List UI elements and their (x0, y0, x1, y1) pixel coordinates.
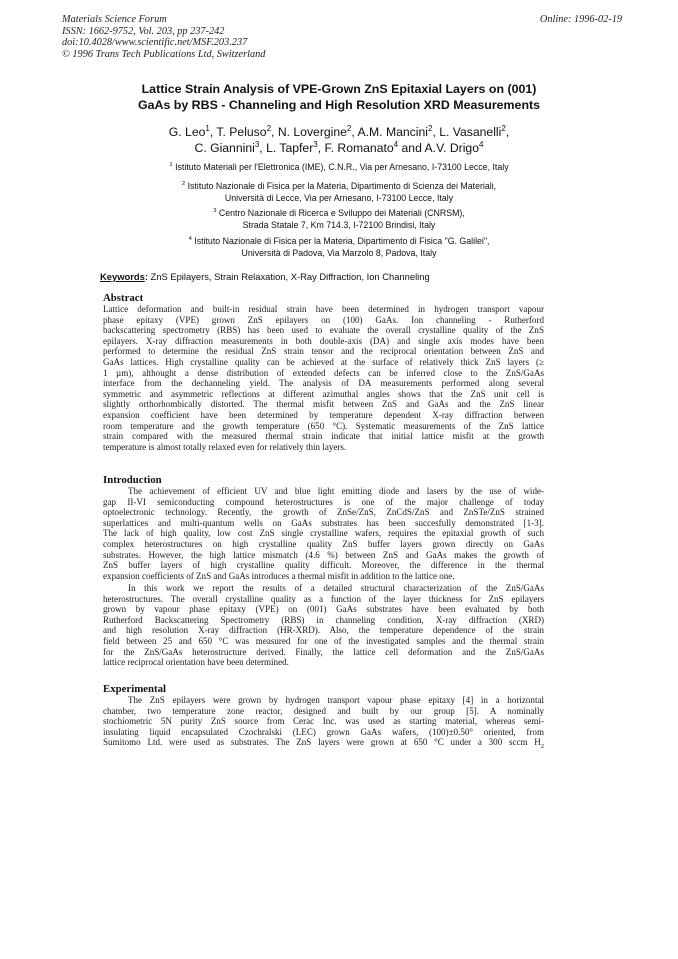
text-line: backscattering spectrometry (RBS) has been used to evaluate the overall crystalline quality of the ZnS (103, 325, 544, 336)
affiliation-mark: 2 (266, 123, 272, 133)
experimental-paragraph (103, 695, 544, 751)
affiliation-line (60, 207, 618, 219)
text-line: grown by vapour phase epitaxy (VPE) on (001) GaAs substrates have been evaluated by both (103, 604, 544, 615)
keywords-colon: : (144, 271, 148, 282)
title-line: Lattice Strain Analysis of VPE-Grown ZnS Epitaxial Layers on (001) (141, 82, 537, 96)
affiliation-number: 3 (213, 208, 217, 215)
author-name: C. Giannini (194, 141, 255, 155)
text-line: In this work we report the results of a detailed structural characterization of the ZnS/GaAs (128, 583, 544, 593)
text-line: expansion coefficient have been determined by temperature dependent X-ray diffraction between (103, 409, 544, 420)
text-line: and high resolution X-ray diffraction (HR-XRD). Also, the temperature dependence of the strain (103, 625, 544, 636)
text-line: complex heterostructures on high crystalline quality ZnS buffer layers grown directly on GaAs (103, 538, 544, 549)
affiliation-1 (60, 161, 618, 173)
author-name: , L. Vasanelli (432, 125, 502, 139)
text-line: The achievement of efficient UV and blue light emitting diode and lasers by the use of wide- (128, 486, 544, 496)
author-separator: , (505, 125, 510, 139)
affiliation-mark: 4 (478, 139, 484, 149)
text-line: room temperature and the growth temperature (650 °C). Systematic measurements of the ZnS lattice (103, 420, 544, 431)
text-line: chamber, two temperature zone reactor, designed and built by our group [5]. A nominally (103, 705, 544, 716)
journal-name: Materials Science Forum (62, 14, 167, 25)
author-line (60, 140, 618, 156)
experimental-heading: Experimental (103, 683, 166, 695)
author-name: and A.V. Drigo (398, 141, 479, 155)
text-segment: Sumitomo Ltd. were used as substrates. The ZnS layers were grown at 650 °C under a 300 sccm H (103, 737, 541, 748)
author-name: , T. Peluso (209, 125, 267, 139)
copyright-line: © 1996 Trans Tech Publications Ltd, Switzerland (62, 48, 266, 60)
text-line: GaAs lattices. High crystalline quality can be achieved at the surface of relatively thick ZnS layers (≥ (103, 356, 544, 367)
title-line: GaAs by RBS - Channeling and High Resolution XRD Measurements (137, 98, 541, 112)
author-name: , L. Tapfer (259, 141, 314, 155)
author-line (60, 124, 618, 140)
text-line: gap II-VI semiconducting compound heterostructures is one of the major challenge of today (103, 496, 544, 507)
affiliation-mark: 2 (501, 123, 506, 133)
affiliation-4 (60, 235, 618, 259)
text-line: heterostructures. The overall crystalline quality as a function of the layer thickness for ZnS epilayers (103, 593, 544, 604)
text-line: for the ZnS/GaAs heterostructure derived. Finally, the lattice cell deformation and the ZnS/GaAs (103, 646, 544, 657)
online-date: Online: 1996-02-19 (539, 14, 622, 25)
affiliation-line (60, 161, 618, 173)
text-line: expansion coefficients of ZnS and GaAs introduces a thermal misfit in addition to the lattice one. (103, 570, 455, 581)
text-line: The lack of high quality, low cost ZnS single crystalline wafers, requires the epitaxial growth of such (103, 528, 544, 539)
text-line: stochiometric 5N purity ZnS source from Cerac Inc. was used as starting material, whereas semi- (103, 716, 544, 727)
affiliation-text: Istituto Materiali per l'Elettronica (IME), C.N.R., Via per Arnesano, I-73100 Lecce, Italy (175, 162, 509, 172)
affiliation-number: 4 (188, 236, 192, 243)
doi-line: doi:10.4028/www.scientific.net/MSF.203.237 (62, 37, 248, 49)
affiliation-2 (60, 180, 618, 204)
affiliation-mark: 3 (313, 139, 318, 149)
text-line: phase epitaxy (VPE) grown ZnS epilayers on (100) GaAs. Ion channeling - Rutherford (103, 314, 544, 325)
paper-title (60, 81, 618, 113)
author-name: G. Leo (168, 125, 206, 139)
affiliation-mark: 1 (205, 123, 210, 133)
text-line: slightly orthorhombically distorted. The thermal misfit between ZnS and GaAs and the ZnS linear (103, 399, 544, 410)
author-name: , N. Lovergine (271, 125, 347, 139)
text-line: performed to determine the residual ZnS strain tensor and the reciprocal orientation between ZnS and (103, 346, 544, 357)
affiliation-number: 2 (181, 181, 186, 188)
introduction-heading: Introduction (103, 474, 162, 486)
journal-header (62, 14, 265, 60)
abstract-heading: Abstract (103, 292, 144, 304)
introduction-paragraph-1 (103, 486, 544, 581)
text-line: substrates. However, the high lattice mismatch (4.6 %) between ZnS and GaAs makes the growth of (103, 549, 544, 560)
introduction-paragraph-2 (103, 583, 544, 668)
affiliation-line: Università di Padova, Via Marzolo 8, Padova, Italy (241, 248, 437, 258)
affiliation-line (60, 180, 618, 192)
text-line: lattice reciprocal orientation have been determined. (103, 657, 289, 668)
text-line: ZnS buffer layers of high crystalline quality difficult. Moreover, the difference in the thermal (103, 560, 544, 571)
keywords-text: ZnS Epilayers, Strain Relaxation, X-Ray Diffraction, Ion Channeling (147, 271, 430, 282)
text-line (103, 737, 544, 751)
affiliation-mark: 3 (254, 139, 260, 149)
text-line: symmetric and asymmetric reflections at different azimuthal angles shows that the ZnS unit cell is (103, 388, 544, 399)
keywords-label: Keywords (100, 271, 145, 282)
affiliation-text: Istituto Nazionale di Fisica per la Materia, Dipartimento di Scienza dei Materiali, (187, 181, 497, 191)
text-line: superlattices and multi-quantum wells on GaAs substrates has been succesfully demonstrated [1-3]. (103, 517, 544, 528)
text-line: optoelectronic technology. Recently, the growth of ZnSe/ZnS, ZnCdS/ZnS and ZnSTe/ZnS strained (103, 507, 544, 518)
text-line: temperature is almost totally relaxed even for relatively thin layers. (103, 441, 347, 452)
affiliation-mark: 2 (346, 123, 352, 133)
affiliation-text: Centro Nazionale di Ricerca e Sviluppo dei Materiali (CNRSM), (218, 208, 465, 218)
text-line: field between 25 and 650 °C was measured for one of the investigated samples and the thermal strain (103, 635, 544, 646)
author-list (60, 124, 618, 156)
affiliation-line: Strada Statale 7, Km 714.3, I-72100 Brindisi, Italy (242, 220, 436, 230)
affiliation-text: Istituto Nazionale di Fisica per la Materia, Dipartimento di Fisica "G. Galilei", (194, 236, 490, 246)
affiliation-mark: 4 (393, 139, 399, 149)
keywords-line (100, 271, 430, 283)
text-line: interface from the dechanneling yield. The analysis of DA measurements performed along several (103, 378, 544, 389)
text-line: Rutherford Backscattering Spectrometry (RBS) in channeling condition, X-ray diffraction (XRD) (103, 614, 544, 625)
affiliation-line: Università di Lecce, Via per Arnesano, I-73100 Lecce, Italy (224, 193, 454, 203)
author-name: , F. Romanato (317, 141, 394, 155)
affiliation-line (60, 235, 618, 247)
text-line: The ZnS epilayers were grown by hydrogen transport vapour phase epitaxy [4] in a horizontal (128, 695, 544, 705)
text-line: Lattice deformation and built-in residual strain have been determined in hydrogen transport vapour (103, 304, 544, 314)
issn-line: ISSN: 1662-9752, Vol. 203, pp 237-242 (62, 25, 225, 37)
text-line: epilayers. X-ray diffraction measurements in both double-axis (DA) and single axis modes have been (103, 335, 544, 346)
abstract-body (103, 304, 544, 452)
affiliation-number: 1 (169, 162, 173, 169)
author-name: , A.M. Mancini (351, 125, 428, 139)
affiliation-mark: 2 (427, 123, 433, 133)
text-line: 1 µm), althought a dense distribution of extended defects can be inferred close to the ZnS/GaAs (103, 367, 544, 378)
text-line: strain compared with the measured thermal strain indicate that initial lattice misfit at the growth (103, 431, 544, 442)
text-line: insulating liquid encapsulated Czochralski (LEC) grown GaAs wafers, (100)±0.50° oriented, from (103, 726, 544, 737)
affiliation-3 (60, 207, 618, 231)
subscript: 2 (540, 743, 544, 751)
